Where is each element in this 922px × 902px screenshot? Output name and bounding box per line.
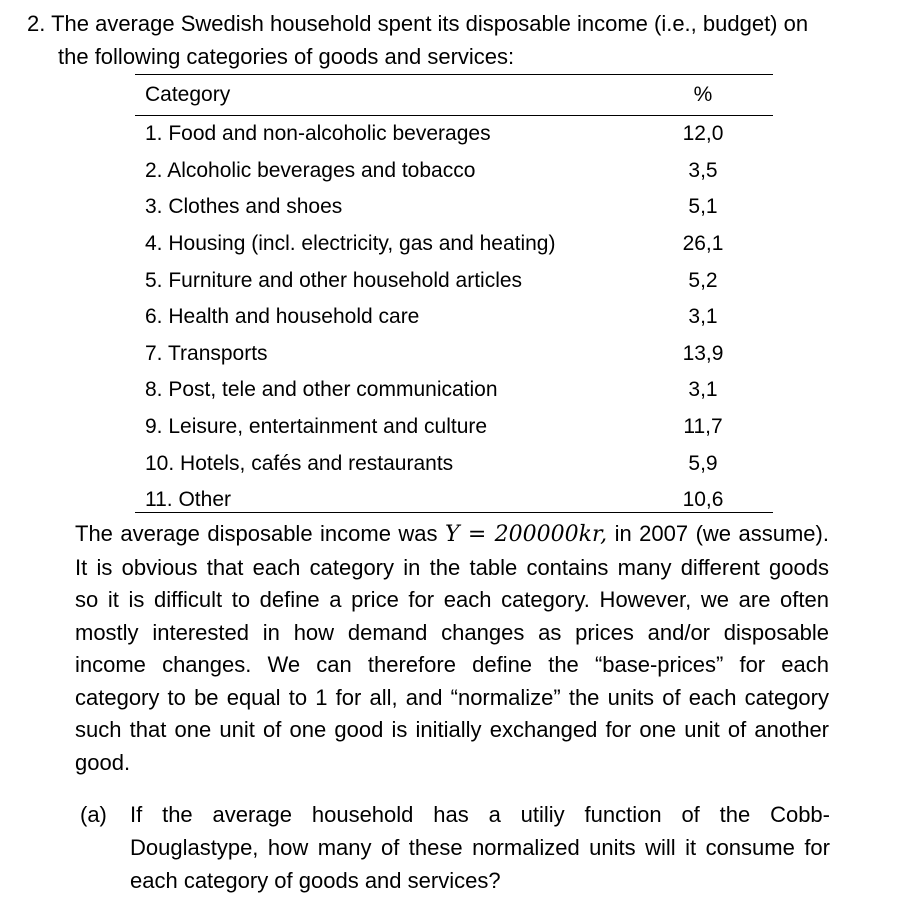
category-cell: 4. Housing (incl. electricity, gas and heating) (145, 232, 556, 256)
table-row (135, 409, 773, 446)
percent-cell: 5,2 (688, 268, 718, 292)
column-header-category: Category (135, 75, 633, 116)
table-row (135, 116, 773, 153)
percent-cell: 3,1 (688, 305, 718, 329)
category-cell: 8. Post, tele and other communication (145, 378, 498, 402)
table-row (135, 336, 773, 373)
column-header-percent: % (633, 75, 773, 116)
budget-share-table (135, 74, 773, 513)
subquestion-label: (a) (80, 802, 107, 827)
paragraph-text: The average disposable income was (75, 521, 446, 546)
paragraph-text: in 2007 (we assume). (607, 521, 829, 546)
question-line-2: the following categories of goods and services: (58, 44, 515, 69)
subquestion-line: each category of goods and services? (130, 868, 501, 893)
subquestion-line: Douglastype, how many of these normalized units will it consume for (130, 835, 830, 860)
percent-cell: 5,9 (688, 451, 718, 475)
paragraph-line: mostly interested in how demand changes as prices and/or disposable (75, 619, 829, 645)
table-row (135, 189, 773, 226)
paragraph-line: such that one unit of one good is initially exchanged for one unit of another (75, 717, 829, 742)
category-cell: 2. Alcoholic beverages and tobacco (145, 158, 476, 182)
percent-cell: 12,0 (682, 122, 724, 146)
paragraph-line: It is obvious that each category in the table contains many different goods (75, 554, 829, 580)
subquestion-line: If the average household has a utiliy function of the Cobb- (130, 802, 830, 827)
category-cell: 1. Food and non-alcoholic beverages (145, 122, 491, 146)
percent-cell: 10,6 (633, 482, 773, 513)
paragraph-line: income changes. We can therefore define the “base-prices” for each (75, 652, 829, 677)
category-cell: 6. Health and household care (145, 305, 420, 329)
paragraph-line: category to be equal to 1 for all, and “normalize” the units of each category (75, 684, 829, 710)
table-row (135, 226, 773, 263)
table-row (135, 445, 773, 482)
table-row (135, 153, 773, 190)
paragraph-line: good. (75, 749, 131, 775)
category-cell: 5. Furniture and other household articles (145, 268, 523, 292)
percent-cell: 3,5 (688, 158, 718, 182)
category-cell: 10. Hotels, cafés and restaurants (145, 451, 454, 475)
subquestion-text (130, 798, 830, 897)
percent-cell: 13,9 (682, 341, 724, 365)
table-row (135, 372, 773, 409)
percent-cell: 5,1 (688, 195, 718, 219)
income-formula: Y = 200000kr, (445, 522, 608, 547)
percent-cell: 11,7 (683, 415, 723, 439)
category-cell: 7. Transports (145, 341, 268, 365)
category-cell: 11. Other (135, 482, 633, 513)
percent-cell: 26,1 (682, 232, 724, 256)
table-row (135, 482, 773, 513)
table-header-row (135, 75, 773, 116)
table-row (135, 299, 773, 336)
percent-cell: 3,1 (688, 378, 718, 402)
question-line-1: 2. The average Swedish household spent its disposable income (i.e., budget) on (27, 11, 809, 36)
paragraph-line: so it is difficult to define a price for each category. However, we are often (75, 587, 829, 612)
category-cell: 3. Clothes and shoes (145, 195, 343, 219)
category-cell: 9. Leisure, entertainment and culture (145, 415, 488, 439)
paragraph-line (75, 518, 829, 552)
explanation-paragraph (75, 518, 829, 779)
table-row (135, 262, 773, 299)
